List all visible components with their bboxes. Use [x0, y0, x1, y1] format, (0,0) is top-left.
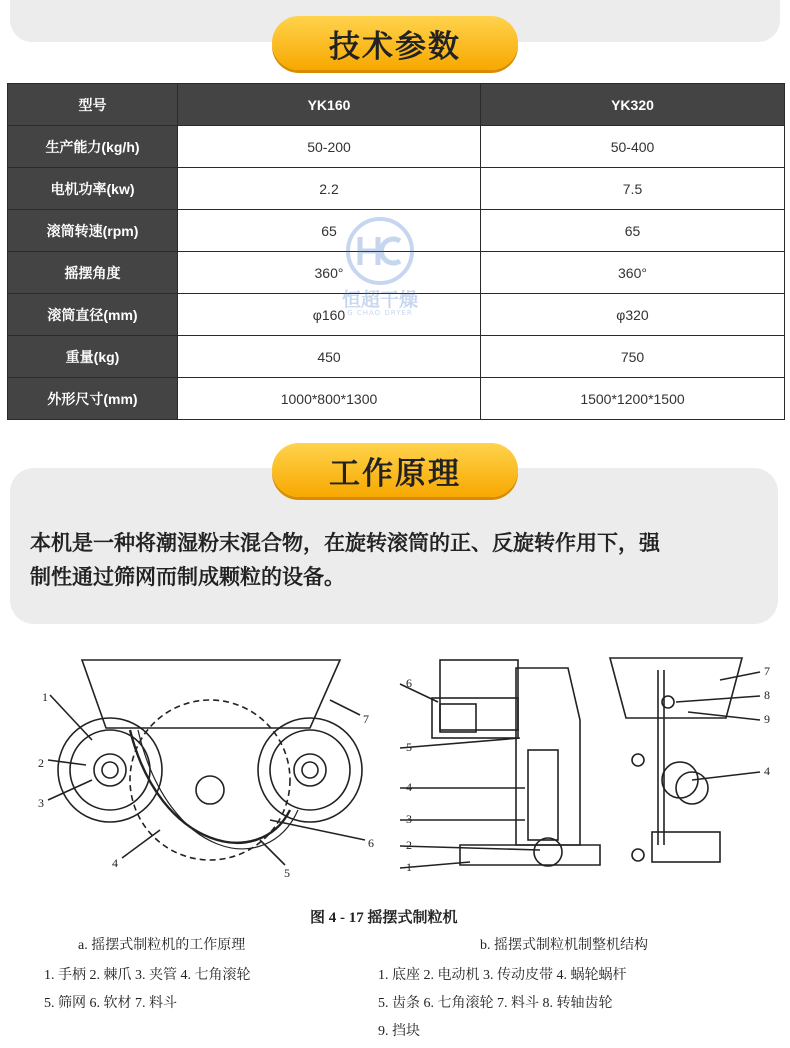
label-b1-6: 6 — [406, 676, 412, 690]
row-label: 滚筒转速(rpm) — [8, 210, 178, 252]
figure-b-subtitle: b. 摇摆式制粒机制整机结构 — [480, 938, 648, 953]
table-row — [8, 336, 785, 378]
header-yk160: YK160 — [178, 84, 481, 126]
figure-b-legend-1: 1. 底座 2. 电动机 3. 传动皮带 4. 蜗轮蜗杆 — [378, 968, 627, 983]
principle-line-1: 本机是一种将潮湿粉末混合物，在旋转滚筒的正、反旋转作用下，强 — [30, 531, 660, 555]
label-b2-7: 7 — [764, 664, 770, 678]
label-a-5: 5 — [284, 866, 290, 880]
figure-b-legend-3: 9. 挡块 — [378, 1024, 420, 1039]
label-b2-4: 4 — [764, 764, 770, 778]
label-a-2: 2 — [38, 756, 44, 770]
label-a-4: 4 — [112, 856, 118, 870]
right-wheel — [258, 718, 362, 822]
diagram-drawing — [20, 640, 780, 910]
figure-a-legend-1: 1. 手柄 2. 棘爪 3. 夹管 4. 七角滚轮 — [44, 968, 251, 983]
cell-yk320: 50-400 — [481, 126, 785, 168]
label-b1-1: 1 — [406, 860, 412, 874]
cell-yk160: 1000*800*1300 — [178, 378, 481, 420]
figure-a-subtitle: a. 摇摆式制粒机的工作原理 — [78, 938, 246, 953]
cell-yk160: 2.2 — [178, 168, 481, 210]
watermark-text: 恒超干燥 — [341, 289, 418, 311]
row-label: 重量(kg) — [8, 336, 178, 378]
label-b2-8: 8 — [764, 688, 770, 702]
cell-yk160: 65 — [178, 210, 481, 252]
figure-b-legend-2: 5. 齿条 6. 七角滚轮 7. 料斗 8. 转轴齿轮 — [378, 996, 613, 1011]
header-model: 型号 — [8, 84, 178, 126]
label-b1-2: 2 — [406, 838, 412, 852]
table-row — [8, 252, 785, 294]
label-a-1: 1 — [42, 690, 48, 704]
label-a-6: 6 — [368, 836, 374, 850]
row-label: 生产能力(kg/h) — [8, 126, 178, 168]
label-b1-5: 5 — [406, 740, 412, 754]
spec-table — [7, 83, 785, 420]
row-label: 摇摆角度 — [8, 252, 178, 294]
cell-yk320: 750 — [481, 336, 785, 378]
cell-yk320: 7.5 — [481, 168, 785, 210]
cell-yk320: 1500*1200*1500 — [481, 378, 785, 420]
row-label: 电机功率(kw) — [8, 168, 178, 210]
label-b1-4: 4 — [406, 780, 412, 794]
cell-yk160: 360° — [178, 252, 481, 294]
figure-a-legend-2: 5. 筛网 6. 软材 7. 料斗 — [44, 996, 177, 1011]
figure-a-caption — [44, 934, 251, 1012]
label-b2-9: 9 — [764, 712, 770, 726]
watermark-subtext: G CHAO DRYER — [347, 309, 413, 317]
table-header-row — [8, 84, 785, 126]
section-title-specs: 技术参数 — [272, 16, 518, 70]
cell-yk320: 65 — [481, 210, 785, 252]
hopper-shape — [82, 660, 340, 728]
cell-yk320: φ320 — [481, 294, 785, 336]
table-row — [8, 168, 785, 210]
cell-yk160: 450 — [178, 336, 481, 378]
table-row — [8, 378, 785, 420]
section-title-principle: 工作原理 — [272, 443, 518, 497]
table-row — [8, 210, 785, 252]
cell-yk160: 50-200 — [178, 126, 481, 168]
granulator-diagram — [20, 640, 780, 910]
header-yk320: YK320 — [481, 84, 785, 126]
row-label: 外形尺寸(mm) — [8, 378, 178, 420]
principle-description — [30, 526, 765, 594]
table-row — [8, 126, 785, 168]
row-label: 滚筒直径(mm) — [8, 294, 178, 336]
principle-line-2: 制性通过筛网而制成颗粒的设备。 — [30, 565, 345, 589]
table-row — [8, 294, 785, 336]
cell-yk320: 360° — [481, 252, 785, 294]
label-b1-3: 3 — [406, 812, 412, 826]
label-a-7: 7 — [363, 712, 369, 726]
label-a-3: 3 — [38, 796, 44, 810]
figure-title: 图 4 - 17 摇摆式制粒机 — [310, 910, 458, 926]
cell-yk160: φ160 — [178, 294, 481, 336]
left-wheel — [58, 718, 162, 822]
figure-b-caption — [378, 934, 648, 1040]
